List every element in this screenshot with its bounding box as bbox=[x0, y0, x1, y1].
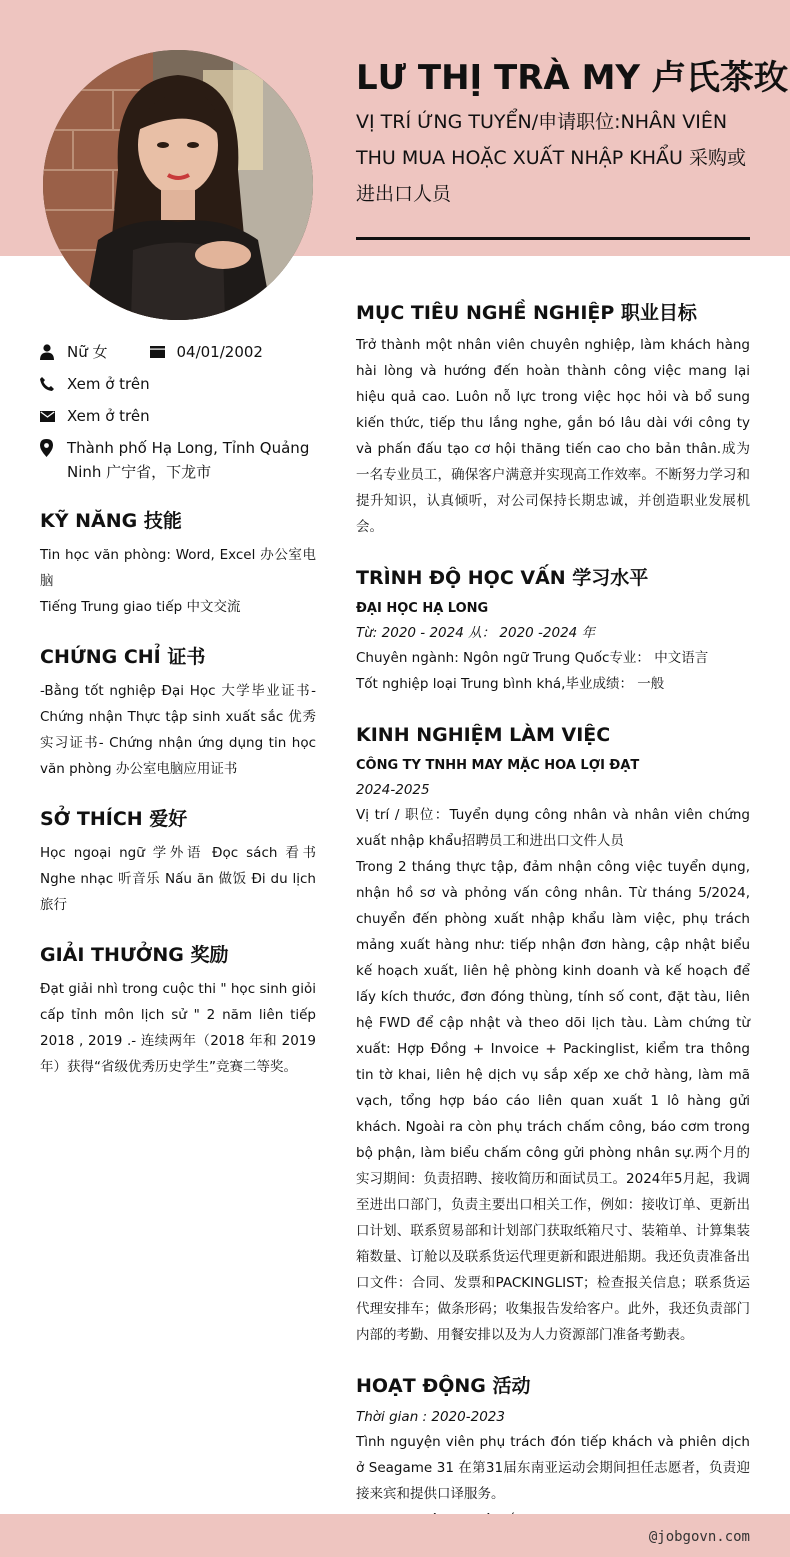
activities-text: Tình nguyện viên phụ trách đón tiếp khách và phiên dịch ở Seagame 31 在第31届东南亚运动会期间担任志愿者，负责迎接来宾和提供口译服务。 bbox=[356, 1434, 750, 1502]
left-column bbox=[40, 340, 316, 1080]
calendar-icon bbox=[150, 340, 177, 364]
experience-period: 2024-2025 bbox=[356, 782, 430, 798]
gender-text: Nữ 女 bbox=[67, 343, 108, 361]
awards-text: Đạt giải nhì trong cuộc thi " học sinh giỏi cấp tỉnh môn lịch sử " 2 năm liên tiếp 2018 , 2019 .- 连续两年（2018 年和 2019 年）获得“省级优秀历史学生”竞赛二等奖。 bbox=[40, 981, 316, 1075]
skills-title: KỸ NĂNG 技能 bbox=[40, 510, 182, 532]
position-applied: VỊ TRÍ ỨNG TUYỂN/申请职位:NHÂN VIÊN THU MUA HOẶC XUẤT NHẬP KHẨU 采购或进出口人员 bbox=[356, 111, 746, 205]
email-text: Xem ở trên bbox=[67, 407, 150, 425]
birthday-text: 04/01/2002 bbox=[176, 343, 263, 361]
gender-birthday-row bbox=[40, 340, 316, 372]
objective-text: Trở thành một nhân viên chuyên nghiệp, làm khách hàng hài lòng và hướng đến hoàn thành công việc mang lại hiệu quả cao. Luôn nỗ lực trong việc học hỏi và bổ sung kiến thức, tiếp thu lắng nghe, gắn bó lâu dài với công ty và phấn đấu tạo cơ hội thăng tiến cao cho bản thân.成为一名专业员工，确保客户满意并实现高工作效率。不断努力学习和提升知识，认真倾听，对公司保持长期忠诚，并创造职业发展机会。 bbox=[356, 337, 750, 535]
email-row bbox=[40, 404, 316, 428]
skill-item: Tin học văn phòng: Word, Excel 办公室电脑 bbox=[40, 547, 316, 589]
experience-description: Trong 2 tháng thực tập, đảm nhận công việc tuyển dụng, nhận hồ sơ và phỏng vấn công nhân. Từ tháng 5/2024, chuyển đến phòng xuất nhập khẩu làm việc, phụ trách mảng xuất hàng như: tiếp nhận đơn hàng, cập nhật biểu kế hoạch xuất, liên hệ phòng kinh doanh và kế hoạch để lấy kích thước, đơn đóng thùng, tính số cont, đặt tàu, liên hệ FWD để cập nhật và theo dõi lịch tàu. Làm chứng từ xuất: Hợp Đồng + Invoice + Packinglist, kiểm tra thông tin tờ khai, liên hệ dịch vụ sắp xếp xe chở hàng, làm mã vạch, tổng hợp báo cáo liên quan xuất 1 lô hàng gửi khách. Ngoài ra còn phụ trách chấm công, báo cơm trong bộ phận, làm biểu chấm công gửi phòng nhân sự.两个月的实习期间：负责招聘、接收简历和面试员工。2024年5月起，我调至进出口部门，负责主要出口相关工作，例如：接收订单、更新出口计划、联系贸易部和计划部门获取纸箱尺寸、装箱单、计算集装箱数量、订舱以及联系货运代理更新和跟进船期。我还负责准备出口文件：合同、发票和PACKINGLIST；检查报关信息；联系货运代理安排车；做条形码；收集报告发给客户。此外，我还负责部门内部的考勤、用餐安排以及为人力资源部门准备考勤表。 bbox=[356, 859, 750, 1343]
school-name: ĐẠI HỌC HẠ LONG bbox=[356, 601, 489, 616]
awards-title: GIẢI THƯỞNG 奖励 bbox=[40, 944, 229, 966]
phone-text: Xem ở trên bbox=[67, 375, 150, 393]
phone-row bbox=[40, 372, 316, 396]
activities-title: HOẠT ĐỘNG 活动 bbox=[356, 1375, 531, 1397]
right-column bbox=[356, 300, 750, 1557]
hobbies-title: SỞ THÍCH 爱好 bbox=[40, 808, 188, 830]
experience-role: Vị trí / 职位：Tuyển dụng công nhân và nhân viên chứng xuất nhập khẩu招聘员工和进出口文件人员 bbox=[356, 807, 750, 849]
hobbies-text: Học ngoại ngữ 学外语 Đọc sách 看书 Nghe nhạc 听音乐 Nấu ăn 做饭 Đi du lịch 旅行 bbox=[40, 845, 316, 913]
certificates-title: CHỨNG CHỈ 证书 bbox=[40, 646, 206, 668]
gender-row bbox=[40, 340, 108, 364]
education-major: Chuyên ngành: Ngôn ngữ Trung Quốc专业： 中文语言 bbox=[356, 650, 709, 666]
education-grade: Tốt nghiệp loại Trung bình khá,毕业成绩： 一般 bbox=[356, 676, 665, 692]
birthday-row bbox=[150, 340, 263, 364]
header-divider bbox=[356, 237, 750, 240]
experience-title: KINH NGHIỆM LÀM VIỆC bbox=[356, 724, 611, 746]
objective-title: MỤC TIÊU NGHỀ NGHIỆP 职业目标 bbox=[356, 302, 697, 324]
certificates-text: -Bằng tốt nghiệp Đại Học 大学毕业证书- Chứng nhận Thực tập sinh xuất sắc 优秀实习证书- Chứng nhận ứng dụng tin học văn phòng 办公室电脑应用证书 bbox=[40, 683, 316, 777]
skill-item: Tiếng Trung giao tiếp 中文交流 bbox=[40, 599, 241, 615]
address-row bbox=[40, 436, 316, 484]
education-title: TRÌNH ĐỘ HỌC VẤN 学习水平 bbox=[356, 567, 649, 589]
candidate-name: LƯ THỊ TRÀ MY 卢氏茶玫 bbox=[356, 58, 788, 98]
activities-period: Thời gian : 2020-2023 bbox=[356, 1409, 505, 1425]
phone-icon bbox=[40, 372, 67, 396]
avatar-photo bbox=[43, 50, 313, 320]
avatar bbox=[43, 50, 313, 320]
footer-watermark: @jobgovn.com bbox=[648, 1529, 750, 1545]
education-period: Từ: 2020 - 2024 从： 2020 -2024 年 bbox=[356, 625, 596, 641]
envelope-icon bbox=[40, 404, 67, 428]
company-name: CÔNG TY TNHH MAY MẶC HOA LỢI ĐẠT bbox=[356, 758, 640, 773]
address-text: Thành phố Hạ Long, Tỉnh Quảng Ninh 广宁省，下龙市 bbox=[67, 439, 310, 481]
location-pin-icon bbox=[40, 436, 67, 460]
person-icon bbox=[40, 340, 67, 364]
